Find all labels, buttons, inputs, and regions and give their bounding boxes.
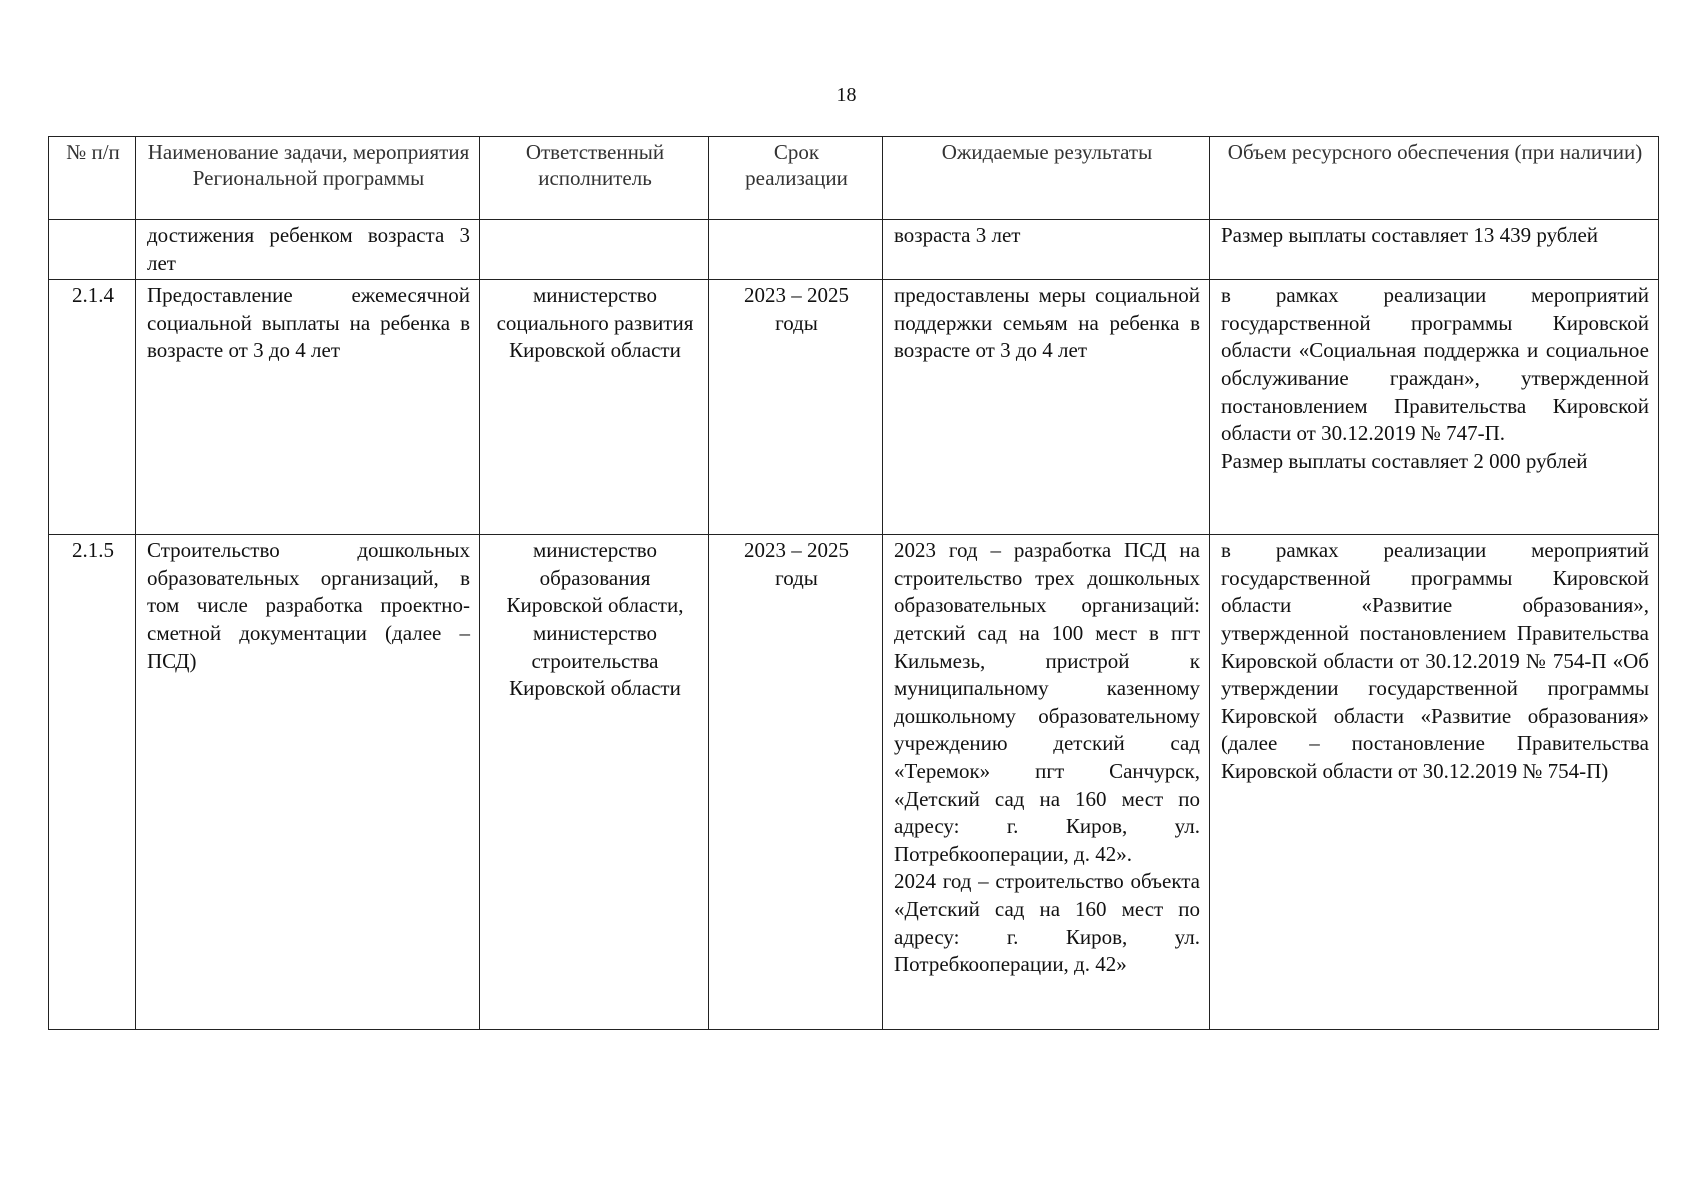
row-num: [49, 220, 136, 280]
row-num: 2.1.5: [49, 535, 136, 1030]
row-results: предоставлены меры социальной поддержки семьям на ребенка в возрасте от 3 до 4 лет: [883, 280, 1210, 535]
resources-paragraph: Размер выплаты составляет 13 439 рублей: [1221, 223, 1599, 247]
row-num: 2.1.4: [49, 280, 136, 535]
header-executor: Ответственный исполнитель: [480, 137, 709, 220]
row-task: Предоставление ежемесячной социальной выплаты на ребенка в возрасте от 3 до 4 лет: [136, 280, 480, 535]
page-number: 18: [836, 84, 857, 106]
row-executor: министерство социального развития Кировской области: [480, 280, 709, 535]
table-row: [49, 535, 1659, 1030]
row-results: [883, 535, 1210, 1030]
row-executor: министерство образования Кировской области, министерство строительства Кировской области: [480, 535, 709, 1030]
header-task: Наименование задачи, мероприятия Региональной программы: [136, 137, 480, 220]
program-measures-table: [48, 136, 1659, 1030]
header-results: Ожидаемые результаты: [883, 137, 1210, 220]
header-term: Срок реализации: [709, 137, 883, 220]
table-header-row: [49, 137, 1659, 220]
resources-paragraph: Размер выплаты составляет 2 000 рублей: [1221, 448, 1588, 473]
table-row: [49, 220, 1659, 280]
row-resources: [1210, 535, 1659, 1030]
row-term: 2023 – 2025 годы: [709, 535, 883, 1030]
header-resources: Объем ресурсного обеспечения (при наличии): [1210, 137, 1659, 220]
row-task: достижения ребенком возраста 3 лет: [136, 220, 480, 280]
results-paragraph: 2023 год – разработка ПСД на строительство трех дошкольных образовательных организаций: детский сад на 100 мест в пгт Кильмезь, пристрой к муниципальному казенному дошкольному образовательному учреждению детский сад «Теремок» пгт Санчурск, «Детский сад на 160 мест по адресу: г. Киров, ул. Потребкооперации, д. 42».: [894, 538, 1200, 866]
row-resources: [1210, 280, 1659, 535]
row-term: [709, 220, 883, 280]
row-results: возраста 3 лет: [883, 220, 1210, 280]
row-term: 2023 – 2025 годы: [709, 280, 883, 535]
row-executor: [480, 220, 709, 280]
row-resources: [1210, 220, 1659, 280]
results-paragraph: 2024 год – строительство объекта «Детский сад на 160 мест по адресу: г. Киров, ул. Потребкооперации, д. 42»: [894, 869, 1200, 977]
resources-paragraph: в рамках реализации мероприятий государственной программы Кировской области «Развитие образования», утвержденной постановлением Правительства Кировской области от 30.12.2019 № 754-П «Об утверждении государственной программы Кировской области «Развитие образования» (далее – постановление Правительства Кировской области от 30.12.2019 № 754-П): [1221, 538, 1649, 783]
table-row: [49, 280, 1659, 535]
header-num: № п/п: [49, 137, 136, 220]
row-task: Строительство дошкольных образовательных организаций, в том числе разработка проектно-сметной документации (далее – ПСД): [136, 535, 480, 1030]
resources-paragraph: в рамках реализации мероприятий государственной программы Кировской области «Социальная поддержка и социальное обслуживание граждан», утвержденной постановлением Правительства Кировской области от 30.12.2019 № 747-П.: [1221, 283, 1649, 446]
